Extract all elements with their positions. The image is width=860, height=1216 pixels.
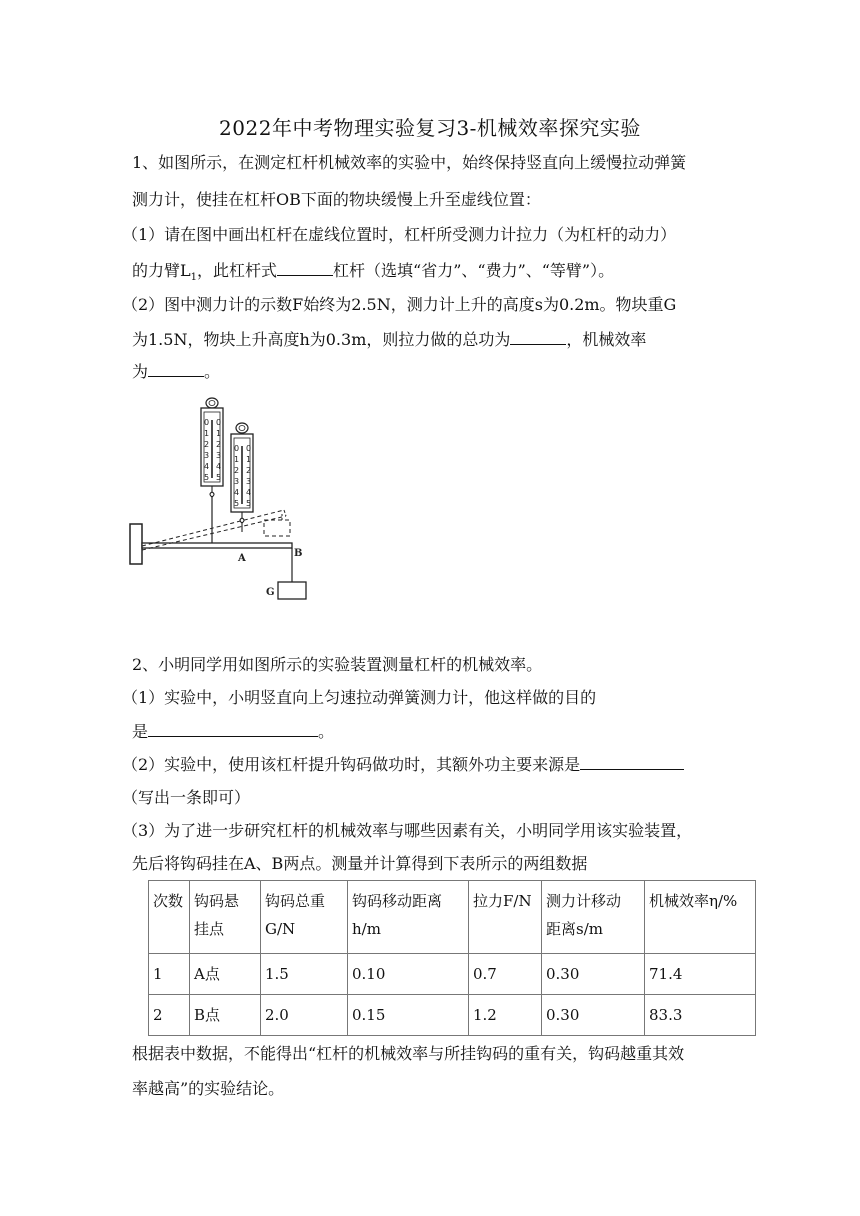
header-cell: 次数 <box>149 881 190 954</box>
q1-line-4-b: ，此杠杆式 <box>197 261 278 280</box>
table-cell: 1 <box>149 954 190 995</box>
scale-tick-label: 5 <box>246 499 252 508</box>
q1-line-6-a: 为1.5N，物块上升高度h为0.3m，则拉力做的总功为 <box>132 330 511 349</box>
wall-support <box>130 524 142 564</box>
q1-line-6-b: ，机械效率 <box>566 330 647 349</box>
q2-answer-blank-2[interactable] <box>580 753 684 770</box>
q2-line-4-text: （2）实验中，使用该杠杆提升钩码做功时，其额外功主要来源是 <box>122 755 581 774</box>
table-cell: 0.30 <box>542 995 645 1036</box>
q2-line-1: 2、小明同学用如图所示的实验装置测量杠杆的机械效率。 <box>132 655 543 674</box>
scale-tick-label: 0 <box>204 418 210 427</box>
scale-tick-label: 1 <box>246 455 252 464</box>
q1-line-4 <box>132 259 614 289</box>
q2-line-3-b: 。 <box>318 722 335 741</box>
scale-tick-label: 5 <box>234 499 240 508</box>
scale-tick-label: 1 <box>234 455 240 464</box>
q1-answer-blank-2[interactable] <box>510 328 566 345</box>
table-cell: 71.4 <box>645 954 756 995</box>
document-title: 2022年中考物理实验复习3-机械效率探究实验 <box>219 116 641 140</box>
scale-tick-label: 0 <box>246 444 252 453</box>
q1-answer-blank-3[interactable] <box>148 360 204 377</box>
table-cell: A点 <box>190 954 261 995</box>
q1-line-2: 测力计，使挂在杠杆OB下面的物块缓慢上升至虚线位置： <box>132 190 541 209</box>
scale-tick-label: 5 <box>204 473 210 482</box>
header-cell: 钩码悬 挂点 <box>190 881 261 954</box>
table-cell: 1.5 <box>261 954 348 995</box>
header-cell: 拉力F/N <box>469 881 542 954</box>
scale-tick-label: 4 <box>246 488 252 497</box>
scale-tick-label: 0 <box>234 444 240 453</box>
left-scale-ring-inner <box>209 401 215 406</box>
scale-tick-label: 3 <box>234 477 240 486</box>
scale-tick-label: 4 <box>204 462 210 471</box>
header-cell: 机械效率η/% <box>645 881 756 954</box>
data-table <box>148 880 756 1036</box>
table-row <box>149 995 756 1036</box>
q1-line-4-c: 杠杆（选填“省力”、“费力”、“等臂”）。 <box>333 261 615 280</box>
dashed-lever-end <box>284 510 286 516</box>
scale-tick-label: 5 <box>216 473 222 482</box>
label-b: B <box>294 548 303 559</box>
q2-line-3 <box>132 720 334 743</box>
q1-line-7-b: 。 <box>204 362 221 381</box>
label-g: G <box>266 587 275 598</box>
lever-spring-scale-figure <box>124 390 324 605</box>
table-cell: 83.3 <box>645 995 756 1036</box>
scale-tick-label: 1 <box>216 429 222 438</box>
table-cell: 0.10 <box>348 954 469 995</box>
scale-tick-label: 2 <box>216 440 222 449</box>
q1-line-7 <box>132 360 220 383</box>
q2-line-5: （写出一条即可） <box>122 788 251 807</box>
left-scale-hook <box>210 486 214 497</box>
q2-line-3-a: 是 <box>132 722 149 741</box>
right-scale-ring-inner <box>239 426 245 431</box>
q1-line-3: （1）请在图中画出杠杆在虚线位置时，杠杆所受测力计拉力（为杠杆的动力） <box>122 225 677 244</box>
q1-answer-blank-1[interactable] <box>277 259 333 276</box>
scale-tick-label: 3 <box>204 451 210 460</box>
dashed-lever-top <box>142 510 284 546</box>
weight-block <box>278 582 306 599</box>
scale-tick-label: 2 <box>246 466 252 475</box>
table-cell: 0.30 <box>542 954 645 995</box>
q2-line-4 <box>122 753 684 776</box>
lever-bar <box>142 543 292 548</box>
q2-answer-blank-1[interactable] <box>148 720 318 737</box>
q1-line-7-a: 为 <box>132 362 149 381</box>
table-header-row <box>149 881 756 954</box>
table-cell: 1.2 <box>469 995 542 1036</box>
scale-tick-label: 0 <box>216 418 222 427</box>
scale-tick-label: 3 <box>246 477 252 486</box>
header-cell: 钩码总重 G/N <box>261 881 348 954</box>
scale-tick-label: 2 <box>204 440 210 449</box>
scale-tick-label: 4 <box>234 488 240 497</box>
q2-conclusion-line-1: 根据表中数据，不能得出“杠杆的机械效率与所挂钩码的重有关，钩码越重其效 <box>132 1044 685 1063</box>
table-cell: B点 <box>190 995 261 1036</box>
q1-line-5: （2）图中测力计的示数F始终为2.5N，测力计上升的高度s为0.2m。物块重G <box>122 295 677 314</box>
q2-line-2: （1）实验中，小明竖直向上匀速拉动弹簧测力计，他这样做的目的 <box>122 688 597 707</box>
q1-line-4-a: 的力臂L <box>132 261 191 280</box>
scale-tick-label: 4 <box>216 462 222 471</box>
q2-line-7: 先后将钩码挂在A、B两点。测量并计算得到下表所示的两组数据 <box>132 854 588 873</box>
right-scale-hook <box>240 512 244 523</box>
table-cell: 2 <box>149 995 190 1036</box>
q2-conclusion-line-2: 率越高”的实验结论。 <box>132 1079 285 1098</box>
scale-tick-label: 2 <box>234 466 240 475</box>
right-scale-ring <box>236 423 248 433</box>
table-cell: 0.15 <box>348 995 469 1036</box>
dashed-block <box>264 520 290 536</box>
scale-tick-label: 1 <box>204 429 210 438</box>
label-a: A <box>238 553 246 564</box>
table-cell: 0.7 <box>469 954 542 995</box>
table-row <box>149 954 756 995</box>
header-cell: 钩码移动距离 h/m <box>348 881 469 954</box>
q1-subscript: 1 <box>190 272 198 284</box>
header-cell: 测力计移动 距离s/m <box>542 881 645 954</box>
q2-line-6: （3）为了进一步研究杠杆的机械效率与哪些因素有关，小明同学用该实验装置， <box>122 821 693 840</box>
q1-line-1: 1、如图所示，在测定杠杆机械效率的实验中，始终保持竖直向上缓慢拉动弹簧 <box>132 153 687 172</box>
q1-line-6 <box>132 328 646 351</box>
left-scale-ring <box>206 398 218 408</box>
scale-tick-label: 3 <box>216 451 222 460</box>
table-cell: 2.0 <box>261 995 348 1036</box>
